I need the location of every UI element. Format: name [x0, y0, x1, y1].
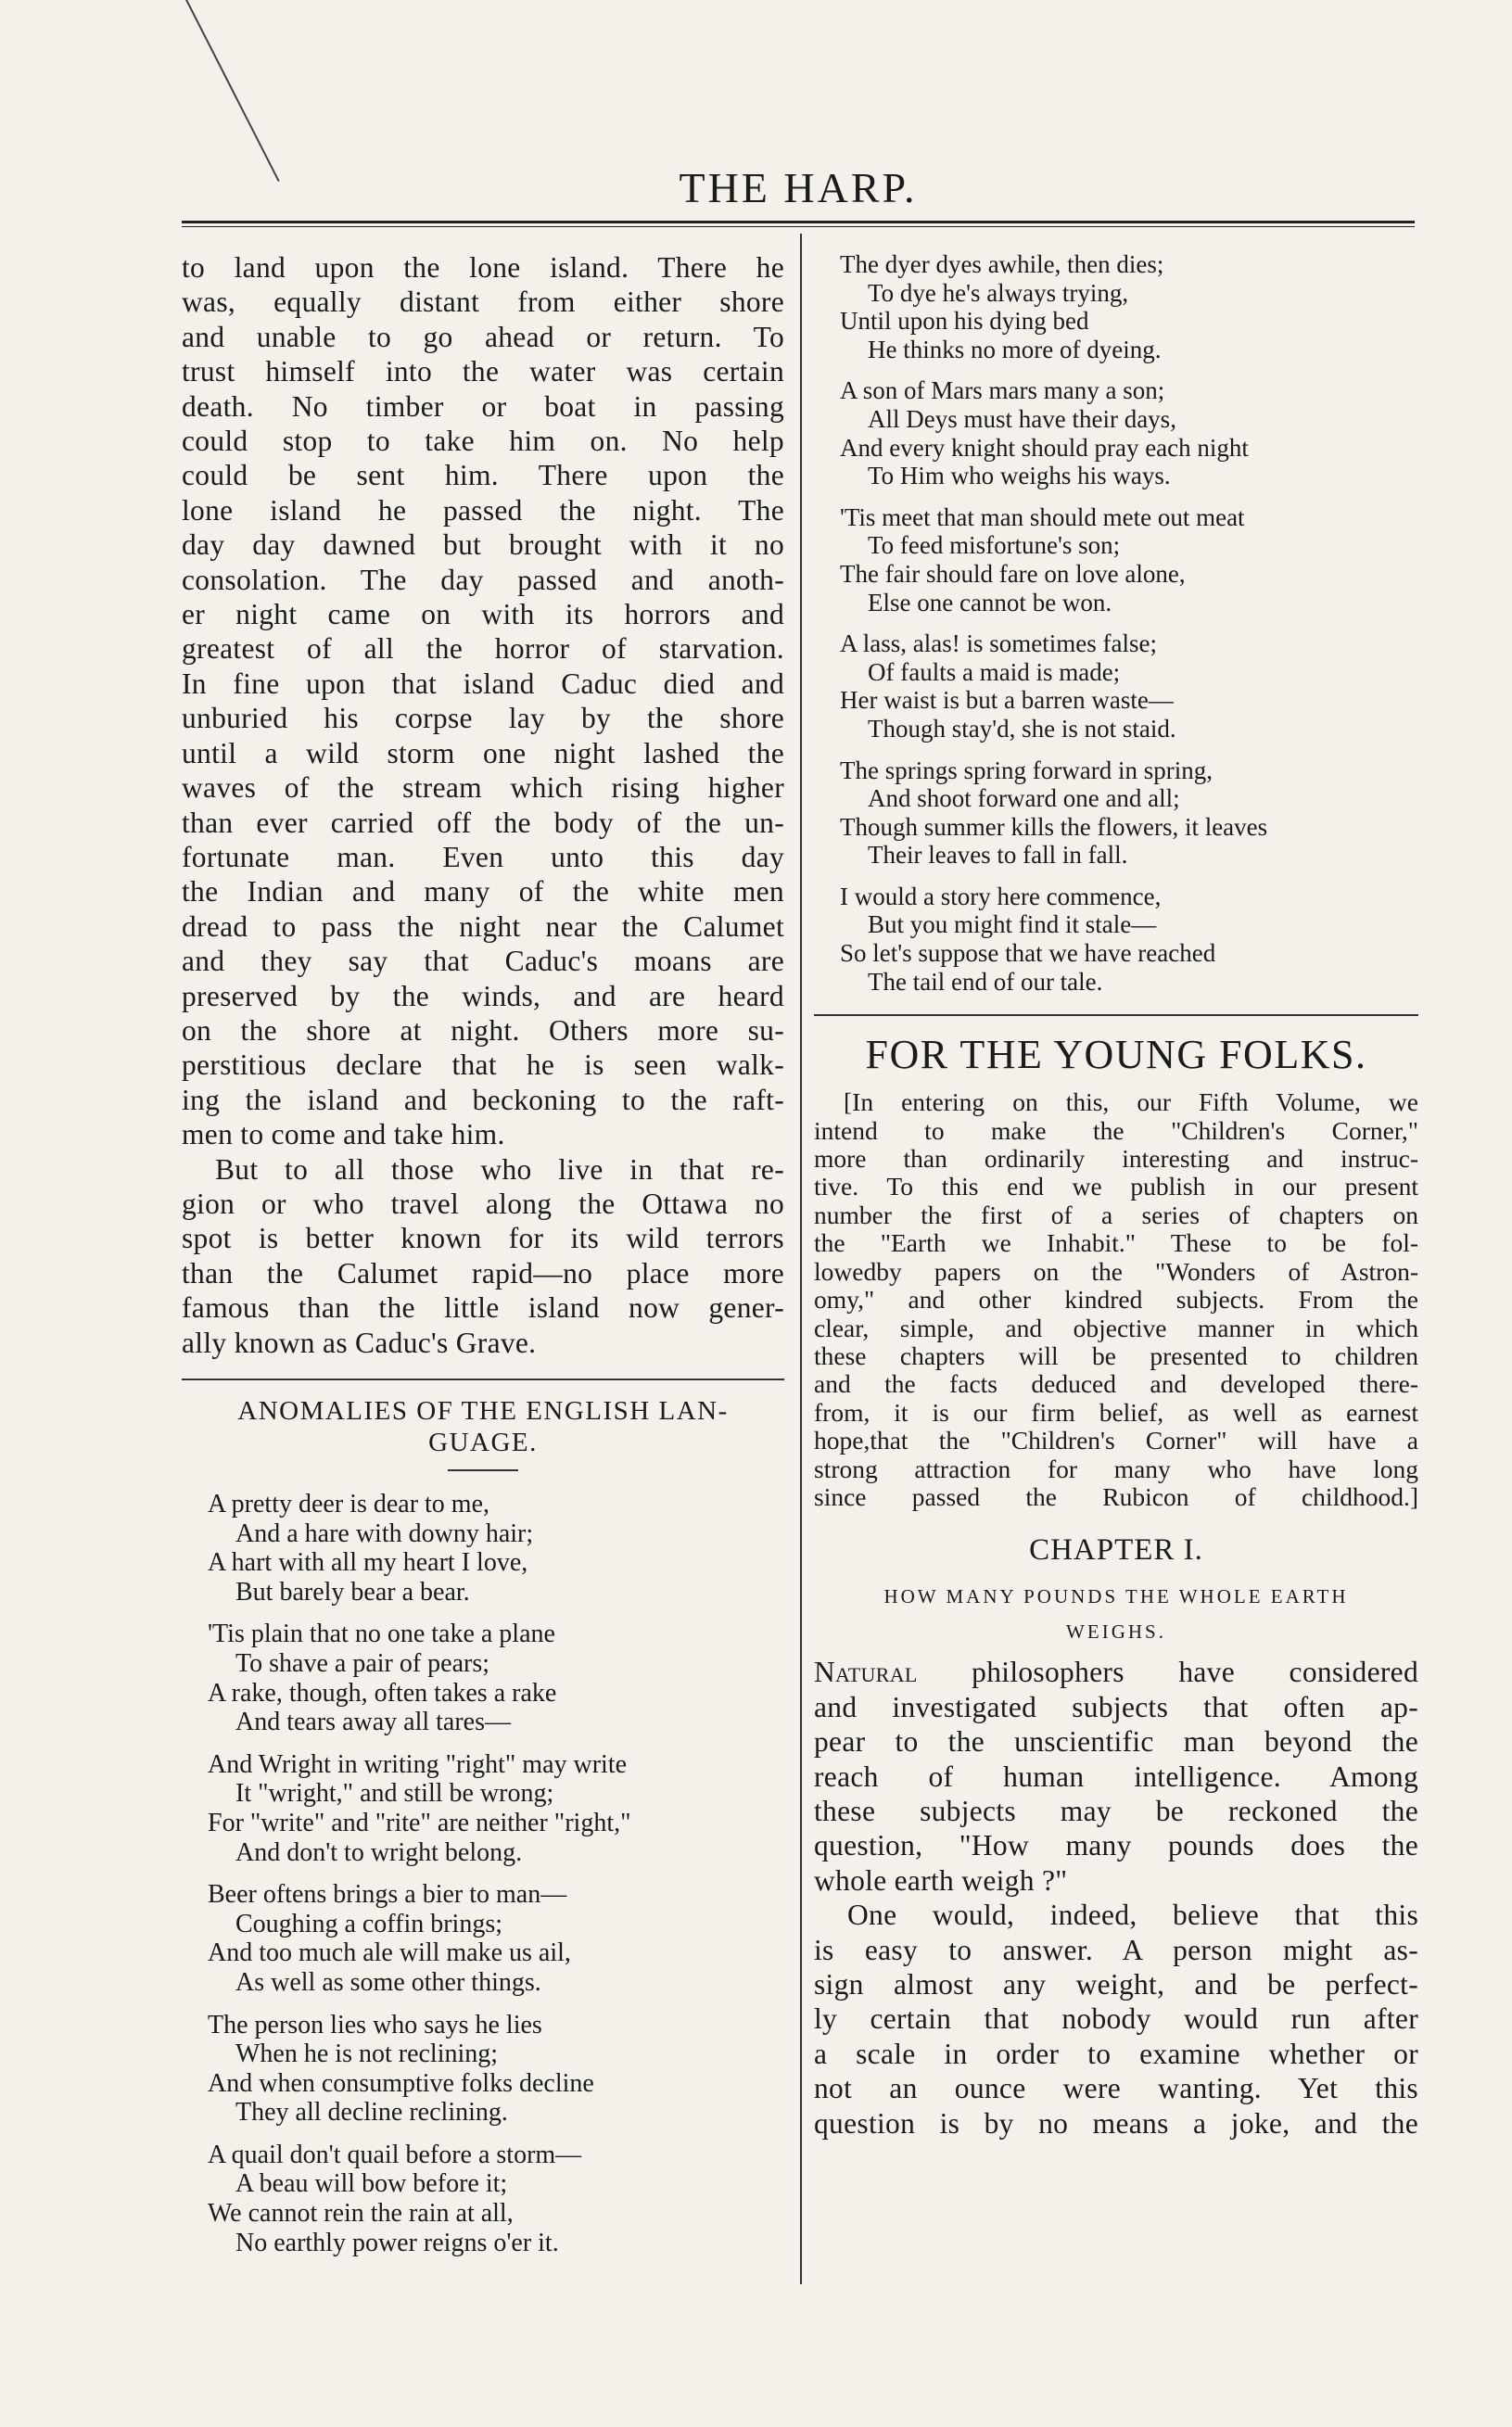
- text-line: tive. To this end we publish in our present: [814, 1172, 1418, 1201]
- text-line: and investigated subjects that often ap-: [814, 1690, 1418, 1723]
- verse-line: The tail end of our tale.: [868, 967, 1103, 996]
- text-line: whole earth weigh ?": [814, 1863, 1068, 1897]
- text-line: could be sent him. There upon the: [182, 459, 784, 492]
- stanza: [840, 883, 1418, 996]
- stanza: [208, 2011, 784, 2128]
- text-line-rest: philosophers have considered: [917, 1656, 1418, 1689]
- verse-line: Their leaves to fall in fall.: [868, 841, 1128, 870]
- stanza: [208, 1880, 784, 1997]
- text-line: lone island he passed the night. The: [182, 493, 784, 527]
- text-line: could stop to take him on. No help: [182, 425, 784, 458]
- verse-line: The fair should fare on love alone,: [840, 559, 1186, 588]
- verse-line: And a hare with downy hair;: [235, 1518, 534, 1548]
- text-line: death. No timber or boat in passing: [182, 389, 784, 423]
- stanza: [840, 376, 1418, 489]
- text-line: more than ordinarily interesting and instruc-: [814, 1144, 1418, 1174]
- column-divider: [800, 234, 802, 2284]
- text-line: preserved by the winds, and are heard: [182, 979, 784, 1012]
- text-line: men to come and take him.: [182, 1118, 505, 1151]
- verse-line: The dyer dyes awhile, then dies;: [840, 250, 1164, 278]
- verse-line: We cannot rein the rain at all,: [208, 2199, 514, 2229]
- text-line: than the Calumet rapid—no place more: [182, 1256, 784, 1290]
- right-column: [814, 250, 1418, 2141]
- text-line: day day dawned but brought with it no: [182, 528, 784, 562]
- verse-line: A pretty deer is dear to me,: [208, 1490, 490, 1518]
- text-line: [In entering on this, our Fifth Volume, we: [844, 1087, 1418, 1117]
- left-column: [182, 250, 784, 2270]
- text-line: One would, indeed, believe that this: [847, 1899, 1418, 1932]
- text-line: the Indian and many of the white men: [182, 875, 784, 909]
- text-line: is easy to answer. A person might as-: [814, 1933, 1418, 1966]
- text-line: clear, simple, and objective manner in which: [814, 1313, 1418, 1342]
- text-line: [814, 1655, 1418, 1689]
- verse-line: No earthly power reigns o'er it.: [235, 2228, 559, 2257]
- text-line: trust himself into the water was certain: [182, 355, 784, 388]
- verse-line: Beer oftens brings a bier to man—: [208, 1880, 567, 1910]
- text-line: and the facts deduced and developed there-: [814, 1369, 1418, 1399]
- chapter-text: [814, 1655, 1418, 2141]
- text-line: ing the island and beckoning to the raft-: [182, 1083, 784, 1116]
- verse-line: A beau will bow before it;: [235, 2169, 508, 2199]
- masthead-rule-thin: [182, 226, 1415, 227]
- verse-line: 'Tis meet that man should mete out meat: [840, 502, 1245, 531]
- section-divider: [814, 1014, 1418, 1016]
- text-line: number the first of a series of chapters on: [814, 1200, 1418, 1229]
- verse-line: And don't to wright belong.: [235, 1837, 523, 1867]
- chapter-subtitle-line: WEIGHS.: [1066, 1620, 1166, 1644]
- verse-line: The springs spring forward in spring,: [840, 756, 1213, 784]
- verse-line: A quail don't quail before a storm—: [208, 2140, 582, 2169]
- verse-line: He thinks no more of dyeing.: [868, 335, 1162, 363]
- verse-line: A lass, alas! is sometimes false;: [840, 629, 1157, 658]
- verse-line: So let's suppose that we have reached: [840, 939, 1216, 968]
- young-folks-heading: FOR THE YOUNG FOLKS.: [865, 1032, 1367, 1078]
- heading-rule: [448, 1469, 518, 1471]
- text-line: question, "How many pounds does the: [814, 1829, 1418, 1862]
- text-line: consolation. The day passed and anoth-: [182, 563, 784, 596]
- text-line: ally known as Caduc's Grave.: [182, 1326, 537, 1359]
- text-line: fortunate man. Even unto this day: [182, 840, 784, 873]
- text-line: and they say that Caduc's moans are: [182, 945, 784, 978]
- anomalies-heading: [182, 1395, 784, 1458]
- stanza: [840, 756, 1418, 870]
- text-line: spot is better known for its wild terrors: [182, 1222, 784, 1255]
- stanza: [840, 629, 1418, 743]
- verse-line: And too much ale will make us ail,: [208, 1938, 571, 1968]
- verse-line: When he is not reclining;: [235, 2039, 499, 2069]
- text-line: lowedby papers on the "Wonders of Astron-: [814, 1256, 1418, 1286]
- text-line: was, equally distant from either shore: [182, 286, 784, 319]
- verse-line: To shave a pair of pears;: [235, 1648, 490, 1678]
- verse-line: To Him who weighs his ways.: [868, 462, 1171, 490]
- text-line: ly certain that nobody would run after: [814, 2002, 1418, 2036]
- chapter-paragraph: [814, 1898, 1418, 2141]
- drop-word: Natural: [814, 1656, 918, 1689]
- story-text: [182, 250, 784, 1360]
- stanza: [208, 2141, 784, 2257]
- text-line: on the shore at night. Others more su-: [182, 1013, 784, 1047]
- text-line: than ever carried off the body of the un-: [182, 806, 784, 839]
- verse-line: Until upon his dying bed: [840, 307, 1089, 336]
- text-line: dread to pass the night near the Calumet: [182, 909, 784, 943]
- verse-line: To feed misfortune's son;: [868, 531, 1121, 560]
- text-line: In fine upon that island Caduc died and: [182, 667, 784, 700]
- verse-line: But barely bear a bear.: [235, 1577, 470, 1607]
- section-divider: [182, 1379, 784, 1380]
- verse-line: But you might find it stale—: [868, 910, 1157, 939]
- stanza: [840, 250, 1418, 363]
- text-line: perstitious declare that he is seen walk-: [182, 1048, 784, 1082]
- anomalies-poem: [208, 1490, 784, 2257]
- verse-line: The person lies who says he lies: [208, 2010, 542, 2039]
- verse-line: Of faults a maid is made;: [868, 657, 1121, 686]
- chapter-subtitle-line: HOW MANY POUNDS THE WHOLE EARTH: [883, 1585, 1349, 1608]
- verse-line: A son of Mars mars many a son;: [840, 376, 1165, 405]
- verse-line: Though summer kills the flowers, it leaves: [840, 812, 1268, 841]
- verse-line: And every knight should pray each night: [840, 433, 1249, 462]
- anomalies-heading-line: ANOMALIES OF THE ENGLISH LAN-: [237, 1396, 729, 1426]
- chapter-subtitle: [814, 1579, 1418, 1649]
- verse-line: A rake, though, often takes a rake: [208, 1678, 557, 1708]
- text-line: since passed the Rubicon of childhood.]: [814, 1481, 1418, 1511]
- text-line: strong attraction for many who have long: [814, 1454, 1418, 1483]
- text-line: to land upon the lone island. There he: [182, 251, 784, 284]
- stanza: [208, 1490, 784, 1607]
- story-paragraph: [182, 1152, 784, 1360]
- text-line: the "Earth we Inhabit." These to be fol-: [814, 1228, 1418, 1258]
- text-line: pear to the unscientific man beyond the: [814, 1725, 1418, 1759]
- text-line: unburied his corpse lay by the shore: [182, 702, 784, 735]
- text-line: intend to make the "Children's Corner,": [814, 1115, 1418, 1145]
- text-line: not an ounce were wanting. Yet this: [814, 2072, 1418, 2105]
- masthead: THE HARP.: [679, 164, 918, 211]
- anomalies-heading-line: GUAGE.: [428, 1428, 538, 1457]
- verse-line: And shoot forward one and all;: [868, 784, 1180, 813]
- text-line: and unable to go ahead or return. To: [182, 320, 784, 353]
- verse-line: To dye he's always trying,: [868, 278, 1129, 307]
- anomalies-poem-continued: [840, 250, 1418, 996]
- chapter-title: CHAPTER I.: [1029, 1533, 1203, 1568]
- text-line: greatest of all the horror of starvation.: [182, 632, 784, 666]
- verse-line: They all decline reclining.: [235, 2098, 508, 2128]
- chapter-paragraph: [814, 1655, 1418, 1898]
- verse-line: It "wright," and still be wrong;: [235, 1779, 554, 1809]
- verse-line: And tears away all tares—: [235, 1708, 511, 1737]
- text-line: omy," and other kindred subjects. From the: [814, 1285, 1418, 1315]
- verse-line: Her waist is but a barren waste—: [840, 686, 1174, 715]
- text-line: waves of the stream which rising higher: [182, 771, 784, 805]
- text-line: reach of human intelligence. Among: [814, 1760, 1418, 1793]
- text-line: these subjects may be reckoned the: [814, 1794, 1418, 1827]
- verse-line: Coughing a coffin brings;: [235, 1909, 503, 1938]
- editor-intro: [814, 1088, 1418, 1511]
- text-line: hope,that the "Children's Corner" will have a: [814, 1426, 1418, 1455]
- corner-decoration: [185, 0, 280, 182]
- text-line: But to all those who live in that re-: [215, 1152, 784, 1186]
- text-line: er night came on with its horrors and: [182, 598, 784, 631]
- verse-line: 'Tis plain that no one take a plane: [208, 1620, 555, 1649]
- text-line: famous than the little island now gener-: [182, 1291, 784, 1325]
- text-line: from, it is our firm belief, as well as earnest: [814, 1397, 1418, 1427]
- verse-line: As well as some other things.: [235, 1967, 541, 1997]
- stanza: [208, 1750, 784, 1867]
- verse-line: For "write" and "rite" are neither "right,": [208, 1808, 631, 1837]
- text-line: a scale in order to examine whether or: [814, 2037, 1418, 2070]
- verse-line: A hart with all my heart I love,: [208, 1548, 528, 1578]
- verse-line: And Wright in writing "right" may write: [208, 1749, 628, 1779]
- verse-line: Though stay'd, she is not staid.: [868, 714, 1176, 743]
- text-line: sign almost any weight, and be perfect-: [814, 1968, 1418, 2001]
- verse-line: Else one cannot be won.: [868, 588, 1112, 616]
- verse-line: All Deys must have their days,: [868, 404, 1176, 433]
- verse-line: And when consumptive folks decline: [208, 2068, 594, 2098]
- text-line: until a wild storm one night lashed the: [182, 736, 784, 769]
- stanza: [840, 503, 1418, 616]
- masthead-rule: [182, 221, 1415, 223]
- story-paragraph: [182, 250, 784, 1152]
- text-line: gion or who travel along the Ottawa no: [182, 1187, 784, 1220]
- verse-line: I would a story here commence,: [840, 882, 1162, 910]
- stanza: [208, 1620, 784, 1736]
- text-line: question is by no means a joke, and the: [814, 2106, 1418, 2140]
- text-line: these chapters will be presented to children: [814, 1341, 1418, 1370]
